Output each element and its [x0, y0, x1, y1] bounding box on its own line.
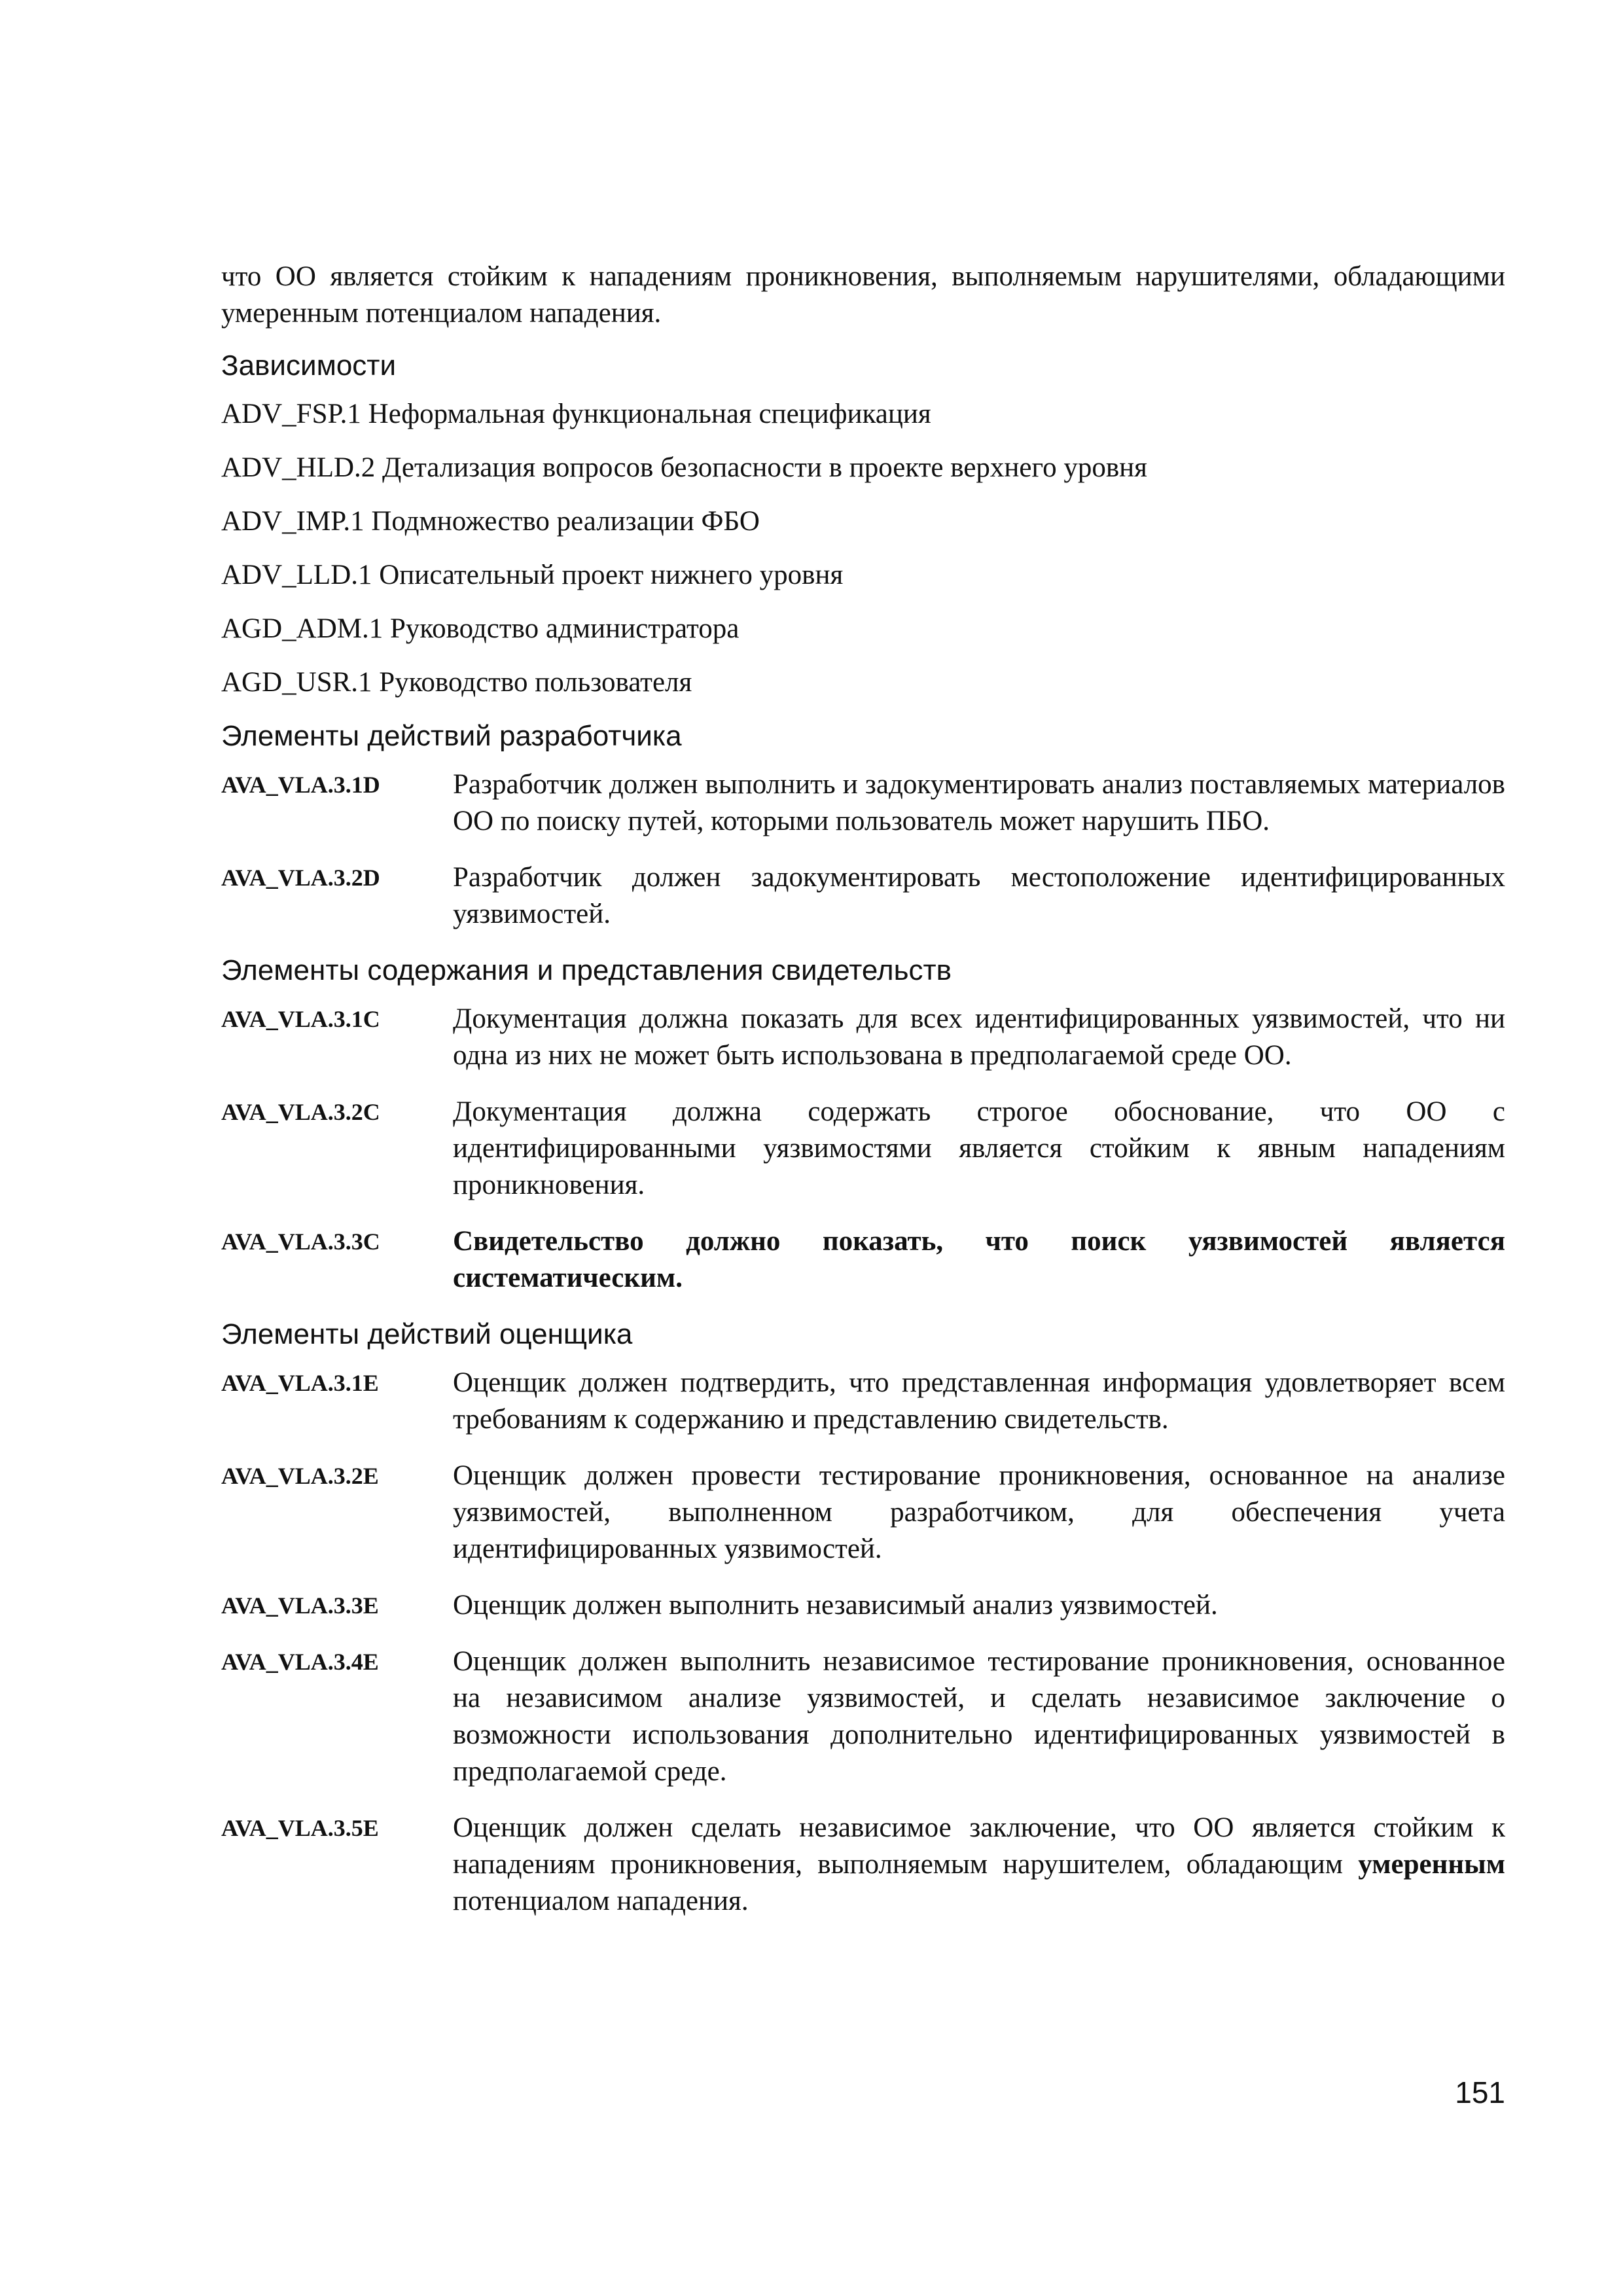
- document-page: [221, 259, 1505, 1939]
- dependency-item: AGD_USR.1 Руководство пользователя: [221, 667, 692, 698]
- dependency-item: ADV_FSP.1 Неформальная функциональная спецификация: [221, 399, 931, 429]
- element-code: AVA_VLA.3.5E: [221, 1815, 379, 1841]
- element-code: AVA_VLA.3.2C: [221, 1099, 380, 1125]
- text-segment: потенциалом нападения.: [453, 1886, 749, 1916]
- element-code: AVA_VLA.3.2E: [221, 1463, 379, 1489]
- page-number: 151: [1455, 2075, 1505, 2109]
- element-code: AVA_VLA.3.4E: [221, 1649, 379, 1675]
- element-row: [221, 766, 1505, 840]
- text-segment: Оценщик должен сделать независимое заключение, что ОО является стойким к нападениям проникновения, выполняемым нарушителем, обладающим: [453, 1812, 1505, 1880]
- element-text: Документация должна содержать строгое обоснование, что ОО с идентифицированными уязвимостями является стойким к явным нападениям проникновения.: [453, 1096, 1505, 1200]
- intro-paragraph: что ОО является стойким к нападениям проникновения, выполняемым нарушителями, обладающими умеренным потенциалом нападения.: [221, 261, 1505, 329]
- content-elements-heading: Элементы содержания и представления свидетельств: [221, 954, 952, 986]
- element-code: AVA_VLA.3.1C: [221, 1006, 380, 1032]
- element-text: Разработчик должен задокументировать местоположение идентифицированных уязвимостей.: [453, 862, 1505, 929]
- element-row: [221, 1223, 1505, 1297]
- bold-emphasis: умеренным: [1358, 1849, 1505, 1880]
- element-row: [221, 1810, 1505, 1920]
- element-text: Оценщик должен подтвердить, что представленная информация удовлетворяет всем требованиям к содержанию и представлению свидетельств.: [453, 1367, 1505, 1435]
- element-text: [453, 1810, 1505, 1920]
- element-row: [221, 1587, 1505, 1624]
- element-text: Документация должна показать для всех идентифицированных уязвимостей, что ни одна из них не может быть использована в предполагаемой среде ОО.: [453, 1003, 1505, 1071]
- element-code: AVA_VLA.3.3E: [221, 1592, 379, 1619]
- dependency-item: ADV_IMP.1 Подмножество реализации ФБО: [221, 506, 760, 537]
- element-code: AVA_VLA.3.3C: [221, 1229, 380, 1255]
- dependencies-heading: Зависимости: [221, 350, 397, 382]
- developer-actions-heading: Элементы действий разработчика: [221, 720, 682, 752]
- element-text: Свидетельство должно показать, что поиск уязвимостей является систематическим.: [453, 1226, 1505, 1293]
- element-code: AVA_VLA.3.1D: [221, 772, 380, 798]
- dependency-item: ADV_LLD.1 Описательный проект нижнего уровня: [221, 560, 844, 590]
- element-text: Оценщик должен выполнить независимое тестирование проникновения, основанное на независимом анализе уязвимостей, и сделать независимое заключение о возможности использования дополнительно идентифицированных уязвимостей в предполагаемой среде.: [453, 1646, 1505, 1787]
- element-text: Оценщик должен выполнить независимый анализ уязвимостей.: [453, 1590, 1218, 1621]
- dependency-item: ADV_HLD.2 Детализация вопросов безопасности в проекте верхнего уровня: [221, 452, 1147, 483]
- element-row: [221, 1001, 1505, 1074]
- element-text: Оценщик должен провести тестирование проникновения, основанное на анализе уязвимостей, выполненном разработчиком, для обеспечения учета идентифицированных уязвимостей.: [453, 1460, 1505, 1564]
- element-text: Разработчик должен выполнить и задокументировать анализ поставляемых материалов ОО по поиску путей, которыми пользователь может нарушить ПБО.: [453, 769, 1505, 836]
- element-code: AVA_VLA.3.1E: [221, 1370, 379, 1396]
- element-row: [221, 1458, 1505, 1568]
- element-row: [221, 1365, 1505, 1438]
- element-row: [221, 1094, 1505, 1204]
- evaluator-actions-heading: Элементы действий оценщика: [221, 1318, 633, 1350]
- element-row: [221, 859, 1505, 933]
- element-code: AVA_VLA.3.2D: [221, 865, 380, 891]
- element-row: [221, 1643, 1505, 1790]
- dependency-item: AGD_ADM.1 Руководство администратора: [221, 613, 740, 644]
